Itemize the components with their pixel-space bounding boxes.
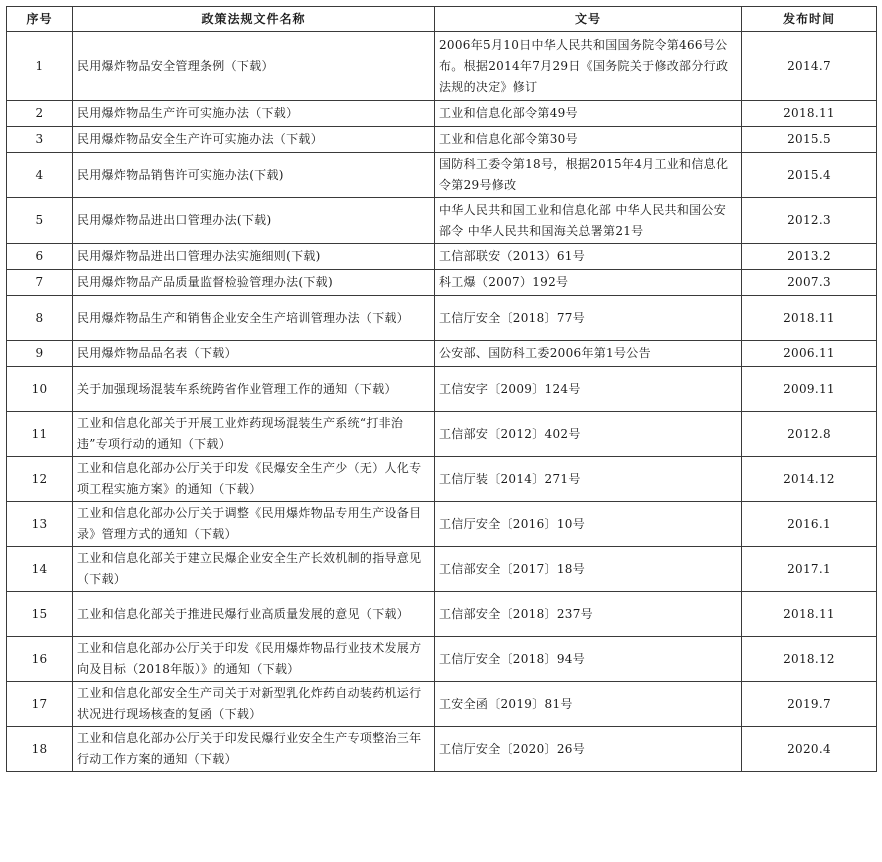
row-document-name[interactable]: 民用爆炸物品品名表（下载） — [73, 341, 435, 367]
table-row — [7, 153, 877, 198]
row-document-number: 工信部联安（2013）61号 — [435, 244, 742, 270]
row-document-name[interactable]: 民用爆炸物品生产和销售企业安全生产培训管理办法（下载） — [73, 296, 435, 341]
row-publish-date: 2007.3 — [742, 270, 877, 296]
policy-regulations-table — [6, 6, 877, 772]
row-serial-number: 14 — [7, 547, 73, 592]
table-row — [7, 502, 877, 547]
row-document-name[interactable]: 民用爆炸物品安全生产许可实施办法（下载） — [73, 127, 435, 153]
row-document-number: 工信安字〔2009〕124号 — [435, 367, 742, 412]
row-document-number: 工信厅安全〔2018〕94号 — [435, 637, 742, 682]
table-row — [7, 547, 877, 592]
row-document-number: 工信部安〔2012〕402号 — [435, 412, 742, 457]
row-serial-number: 16 — [7, 637, 73, 682]
row-document-number: 2006年5月10日中华人民共和国国务院令第466号公布。根据2014年7月29日《国务院关于修改部分行政法规的决定》修订 — [435, 32, 742, 101]
table-row — [7, 244, 877, 270]
row-document-number: 工信厅安全〔2016〕10号 — [435, 502, 742, 547]
row-serial-number: 12 — [7, 457, 73, 502]
row-publish-date: 2015.5 — [742, 127, 877, 153]
row-document-number: 公安部、国防科工委2006年第1号公告 — [435, 341, 742, 367]
row-serial-number: 8 — [7, 296, 73, 341]
row-serial-number: 15 — [7, 592, 73, 637]
header-document-number: 文号 — [435, 7, 742, 32]
table-row — [7, 32, 877, 101]
row-serial-number: 5 — [7, 198, 73, 244]
row-document-number: 工信部安全〔2018〕237号 — [435, 592, 742, 637]
row-publish-date: 2012.3 — [742, 198, 877, 244]
row-document-number: 工信部安全〔2017〕18号 — [435, 547, 742, 592]
row-publish-date: 2013.2 — [742, 244, 877, 270]
row-serial-number: 9 — [7, 341, 73, 367]
row-document-name[interactable]: 关于加强现场混装车系统跨省作业管理工作的通知（下载） — [73, 367, 435, 412]
row-serial-number: 6 — [7, 244, 73, 270]
row-publish-date: 2018.12 — [742, 637, 877, 682]
row-document-name[interactable]: 民用爆炸物品进出口管理办法(下载) — [73, 198, 435, 244]
row-serial-number: 18 — [7, 727, 73, 772]
row-publish-date: 2014.12 — [742, 457, 877, 502]
row-document-number: 中华人民共和国工业和信息化部 中华人民共和国公安部令 中华人民共和国海关总署第21号 — [435, 198, 742, 244]
row-document-number: 工业和信息化部令第30号 — [435, 127, 742, 153]
row-serial-number: 13 — [7, 502, 73, 547]
row-document-name[interactable]: 工业和信息化部关于建立民爆企业安全生产长效机制的指导意见（下载） — [73, 547, 435, 592]
row-document-number: 工信厅装〔2014〕271号 — [435, 457, 742, 502]
row-document-name[interactable]: 工业和信息化部办公厅关于印发《民爆安全生产少（无）人化专项工程实施方案》的通知（下载） — [73, 457, 435, 502]
table-row — [7, 198, 877, 244]
row-publish-date: 2006.11 — [742, 341, 877, 367]
row-document-name[interactable]: 工业和信息化部办公厅关于印发《民用爆炸物品行业技术发展方向及目标（2018年版）》的通知（下载） — [73, 637, 435, 682]
row-serial-number: 7 — [7, 270, 73, 296]
row-serial-number: 4 — [7, 153, 73, 198]
row-serial-number: 11 — [7, 412, 73, 457]
row-publish-date: 2012.8 — [742, 412, 877, 457]
table-row — [7, 296, 877, 341]
row-serial-number: 1 — [7, 32, 73, 101]
row-publish-date: 2017.1 — [742, 547, 877, 592]
row-document-number: 工安全函〔2019〕81号 — [435, 682, 742, 727]
row-document-number: 科工爆（2007）192号 — [435, 270, 742, 296]
row-publish-date: 2014.7 — [742, 32, 877, 101]
row-serial-number: 10 — [7, 367, 73, 412]
table-row — [7, 727, 877, 772]
table-row — [7, 637, 877, 682]
table-header-row — [7, 7, 877, 32]
row-publish-date: 2018.11 — [742, 296, 877, 341]
row-document-name[interactable]: 民用爆炸物品销售许可实施办法(下载) — [73, 153, 435, 198]
header-document-name: 政策法规文件名称 — [73, 7, 435, 32]
row-document-name[interactable]: 工业和信息化部关于开展工业炸药现场混装生产系统“打非治违”专项行动的通知（下载） — [73, 412, 435, 457]
row-document-name[interactable]: 民用爆炸物品安全管理条例（下载） — [73, 32, 435, 101]
row-document-number: 工业和信息化部令第49号 — [435, 101, 742, 127]
row-document-name[interactable]: 工业和信息化部安全生产司关于对新型乳化炸药自动装药机运行状况进行现场核查的复函（下载） — [73, 682, 435, 727]
table-row — [7, 341, 877, 367]
row-publish-date: 2009.11 — [742, 367, 877, 412]
row-publish-date: 2020.4 — [742, 727, 877, 772]
table-row — [7, 592, 877, 637]
row-document-number: 国防科工委令第18号，根据2015年4月工业和信息化令第29号修改 — [435, 153, 742, 198]
row-document-number: 工信厅安全〔2018〕77号 — [435, 296, 742, 341]
row-publish-date: 2019.7 — [742, 682, 877, 727]
policy-table-container — [6, 6, 876, 772]
header-serial-number: 序号 — [7, 7, 73, 32]
row-serial-number: 2 — [7, 101, 73, 127]
row-publish-date: 2018.11 — [742, 592, 877, 637]
row-document-name[interactable]: 工业和信息化部关于推进民爆行业高质量发展的意见（下载） — [73, 592, 435, 637]
header-publish-date: 发布时间 — [742, 7, 877, 32]
row-document-name[interactable]: 民用爆炸物品进出口管理办法实施细则(下载) — [73, 244, 435, 270]
row-serial-number: 3 — [7, 127, 73, 153]
row-publish-date: 2015.4 — [742, 153, 877, 198]
row-document-name[interactable]: 工业和信息化部办公厅关于调整《民用爆炸物品专用生产设备目录》管理方式的通知（下载） — [73, 502, 435, 547]
table-row — [7, 367, 877, 412]
row-serial-number: 17 — [7, 682, 73, 727]
row-document-name[interactable]: 工业和信息化部办公厅关于印发民爆行业安全生产专项整治三年行动工作方案的通知（下载） — [73, 727, 435, 772]
table-row — [7, 457, 877, 502]
row-document-number: 工信厅安全〔2020〕26号 — [435, 727, 742, 772]
table-row — [7, 682, 877, 727]
table-row — [7, 270, 877, 296]
table-row — [7, 412, 877, 457]
row-document-name[interactable]: 民用爆炸物品产品质量监督检验管理办法(下载) — [73, 270, 435, 296]
row-document-name[interactable]: 民用爆炸物品生产许可实施办法（下载） — [73, 101, 435, 127]
row-publish-date: 2016.1 — [742, 502, 877, 547]
table-row — [7, 101, 877, 127]
row-publish-date: 2018.11 — [742, 101, 877, 127]
table-row — [7, 127, 877, 153]
